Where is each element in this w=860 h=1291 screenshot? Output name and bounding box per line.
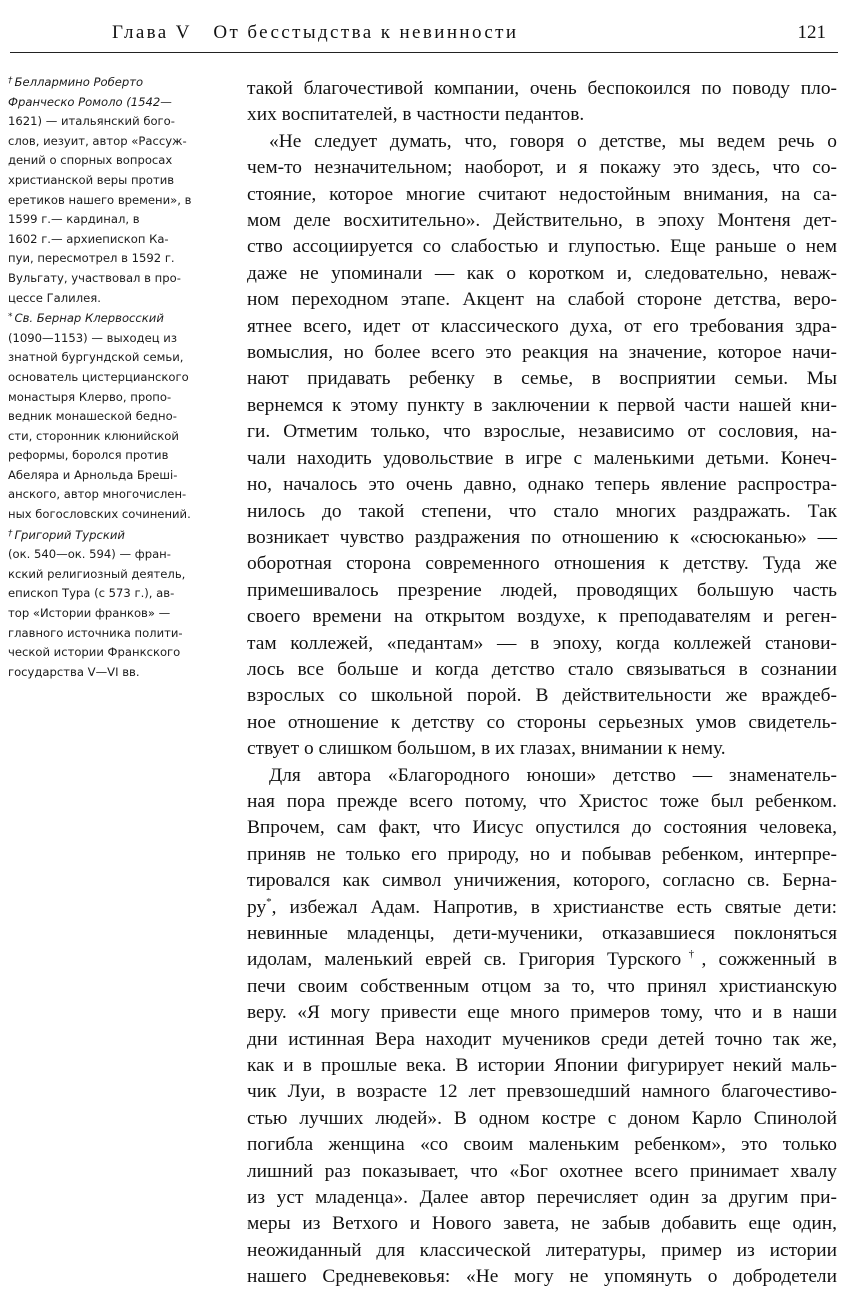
text-line: но, началось это очень давно, однако теперь явление распростра- [247, 474, 837, 496]
text-line: чем-то незначительном; наоборот, и я покажу это здесь, что со- [247, 157, 837, 179]
sidenotes-column [8, 72, 220, 682]
text-line: ру*, избежал Адам. Напротив, в христианстве есть святые дети: [247, 895, 837, 918]
sidenote-line: Абеляра и Арнольда Брешi- [8, 467, 178, 482]
sidenote-line: кский религиозный деятель, [8, 566, 186, 581]
header-rule [10, 52, 838, 53]
sidenote-mark: † [8, 528, 13, 539]
sidenote [8, 72, 220, 308]
text-line: лось все больше и когда детство стало связываться в сознании [247, 658, 837, 680]
text-line: «Не следует думать, что, говоря о детстве, мы ведем речь о [269, 130, 837, 152]
text-line: вомыслия, но более всего это реакция на значение, которое начи- [247, 342, 837, 364]
text-line: нилось до такой степени, что стало многих раздражать. Так [247, 500, 837, 522]
text-line: оборотная сторона современного отношения к детству. Туда же [247, 553, 837, 575]
sidenote-line: цессе Галилея. [8, 290, 101, 305]
running-head [112, 22, 518, 44]
sidenote-line: Вульгату, участвовал в про- [8, 270, 181, 285]
sidenote-line: 1599 г.— кардинал, в [8, 212, 140, 227]
text-line: такой благочестивой компании, очень беспокоился по поводу пло- [247, 78, 837, 99]
text-line: стояние, которое многие считают недостойным внимания, на са- [247, 183, 837, 205]
sidenote-line: дений о спорных вопросах [8, 153, 173, 168]
sidenote-line: христианской веры против [8, 172, 175, 187]
sidenote-line: † Григорий Турский [8, 527, 125, 542]
text-line: ги. Отметим только, что взрослые, независимо от сословия, на- [247, 421, 837, 443]
text-line: меры из Ветхого и Нового завета, не забыв добавить еще один, [247, 1213, 837, 1235]
text-line: ство ассоциируется со слабостью и глупостью. Еще раньше о нем [247, 236, 837, 258]
sidenote-line: (1090—1153) — выходец из [8, 330, 177, 345]
sidenote-line: (ок. 540—ок. 594) — фран- [8, 547, 171, 562]
sidenote-line: еретиков нашего времени», в [8, 192, 192, 207]
body-text [247, 76, 837, 1291]
page-number: 121 [797, 22, 826, 43]
text-line: там коллежей, «педантам» — в эпоху, когда коллежей станови- [247, 632, 837, 654]
text-line: погибла женщина «со своим маленьким ребенком», это только [247, 1134, 837, 1156]
sidenote-mark: * [8, 312, 13, 323]
sidenote-line: † Беллармино Роберто [8, 75, 144, 89]
sidenote-line: сти, сторонник клюнийской [8, 428, 179, 443]
sidenote-line: главного источника полити- [8, 625, 183, 640]
sidenote [8, 308, 220, 525]
sidenote [8, 525, 220, 683]
text-line: нают придавать ребенку в семье, в восприятии семьи. Мы [247, 368, 837, 390]
text-line: нашего Средневековья: «Не могу не упомянуть о добродетели [247, 1266, 837, 1288]
text-line: ствует о слишком большом, в их глазах, внимании к нему. [247, 738, 726, 760]
sidenote-line: ведник монашеской бедно- [8, 409, 177, 424]
text-line: веру. «Я могу привести еще много примеров тому, что и в наши [247, 1002, 837, 1024]
sidenote-line: 1602 г.— архиепископ Ка- [8, 231, 169, 246]
sidenote-line: монастыря Клерво, пропо- [8, 389, 172, 404]
sidenote-line: государства V—VI вв. [8, 664, 140, 679]
sidenote-line: ческой истории Франкского [8, 645, 181, 660]
text-line: ная пора прежде всего потому, что Христос тоже был ребенком. [247, 790, 837, 812]
text-line: ном переходном этапе. Акцент на слабой стороне детства, веро- [247, 289, 837, 311]
sidenote-line: анского, автор многочислен- [8, 487, 187, 502]
sidenote-line: реформы, боролся против [8, 448, 169, 463]
sidenote-line: слов, иезуит, автор «Рассуж- [8, 133, 187, 148]
text-line: возникает чувство раздражения по отношению к «сюсюканью» — [247, 526, 837, 548]
text-line: даже не упоминали — как о коротком и, следовательно, неваж- [247, 262, 837, 284]
text-line: своего времени на открытом воздухе, к преподавателям и реген- [247, 606, 837, 628]
text-line: идолам, маленький еврей св. Григория Турского†, сожженный в [247, 948, 838, 971]
text-line: чик Луи, в возрасте 12 лет превзошедший намного благочестиво- [247, 1081, 837, 1103]
text-line: Впрочем, сам факт, что Иисус опустился до состояния человека, [247, 817, 837, 839]
page-header [0, 0, 860, 52]
text-line: дни истинная Вера находит мучеников среди детей точно так же, [247, 1028, 837, 1050]
text-line: Для автора «Благородного юноши» детство — знаменатель- [269, 764, 837, 786]
sidenote-mark: † [8, 76, 13, 86]
text-line: из уст младенца». Далее автор перечисляет один за другим при- [247, 1187, 837, 1209]
sidenote-line: Франческо Ромоло (1542— [8, 94, 172, 109]
sidenote-line: тор «Истории франков» — [8, 606, 171, 621]
text-line: хих воспитателей, в частности педантов. [247, 104, 585, 126]
text-line: чали находить удовольствие в игре с маленькими детьми. Конеч- [247, 447, 837, 469]
text-line: неожиданный для классической литературы, пример из истории [247, 1239, 837, 1261]
text-line: лишний раз показывает, что «Бог охотнее всего принимает хвалу [247, 1160, 837, 1182]
text-line: вернемся к этому пункту в заключении к первой части нашей кни- [247, 394, 837, 416]
sidenote-line: знатной бургундской семьи, [8, 350, 184, 365]
text-line: как и в прошлые века. В истории Японии фигурирует некий маль- [247, 1055, 837, 1077]
text-line: мом деле восхитительно». Действительно, в эпоху Монтеня дет- [247, 210, 837, 232]
sidenote-line: * Св. Бернар Клервосский [8, 311, 164, 326]
text-line: ное отношение к детству со стороны серьезных умов свидетель- [247, 711, 837, 733]
text-line: взрослых со школьной порой. В действительности же враждеб- [247, 685, 837, 707]
sidenote-line: 1621) — итальянский бого- [8, 114, 175, 129]
footnote-ref-mark: † [681, 948, 702, 961]
text-line: стью лучших людей». В одном костре с доном Карло Спинолой [247, 1107, 837, 1129]
sidenote-line: основатель цистерцианского [8, 369, 189, 384]
footnote-ref-mark: * [266, 895, 272, 908]
sidenote-line: ных богословских сочинений. [8, 507, 191, 522]
text-line: ятнее всего, идет от классического духа, от его требования здра- [247, 315, 837, 337]
chapter-label: Глава V [112, 22, 192, 43]
sidenote-line: епископ Тура (с 573 г.), ав- [8, 586, 175, 601]
text-line: примешивалось презрение людей, проводящих большую часть [247, 579, 837, 601]
text-line: тировался как символ уничижения, которого, согласно св. Берна- [247, 870, 837, 892]
text-line: невинные младенцы, дети-мученики, отказавшиеся поклоняться [247, 923, 837, 944]
text-line: печи своим собственным отцом за то, что принял христианскую [247, 975, 837, 997]
sidenote-line: пуи, пересмотрел в 1592 г. [8, 251, 175, 266]
text-line: приняв не только его природу, но и побывав ребенком, интерпре- [247, 843, 837, 865]
chapter-title: От бесстыдства к невинности [213, 22, 519, 43]
